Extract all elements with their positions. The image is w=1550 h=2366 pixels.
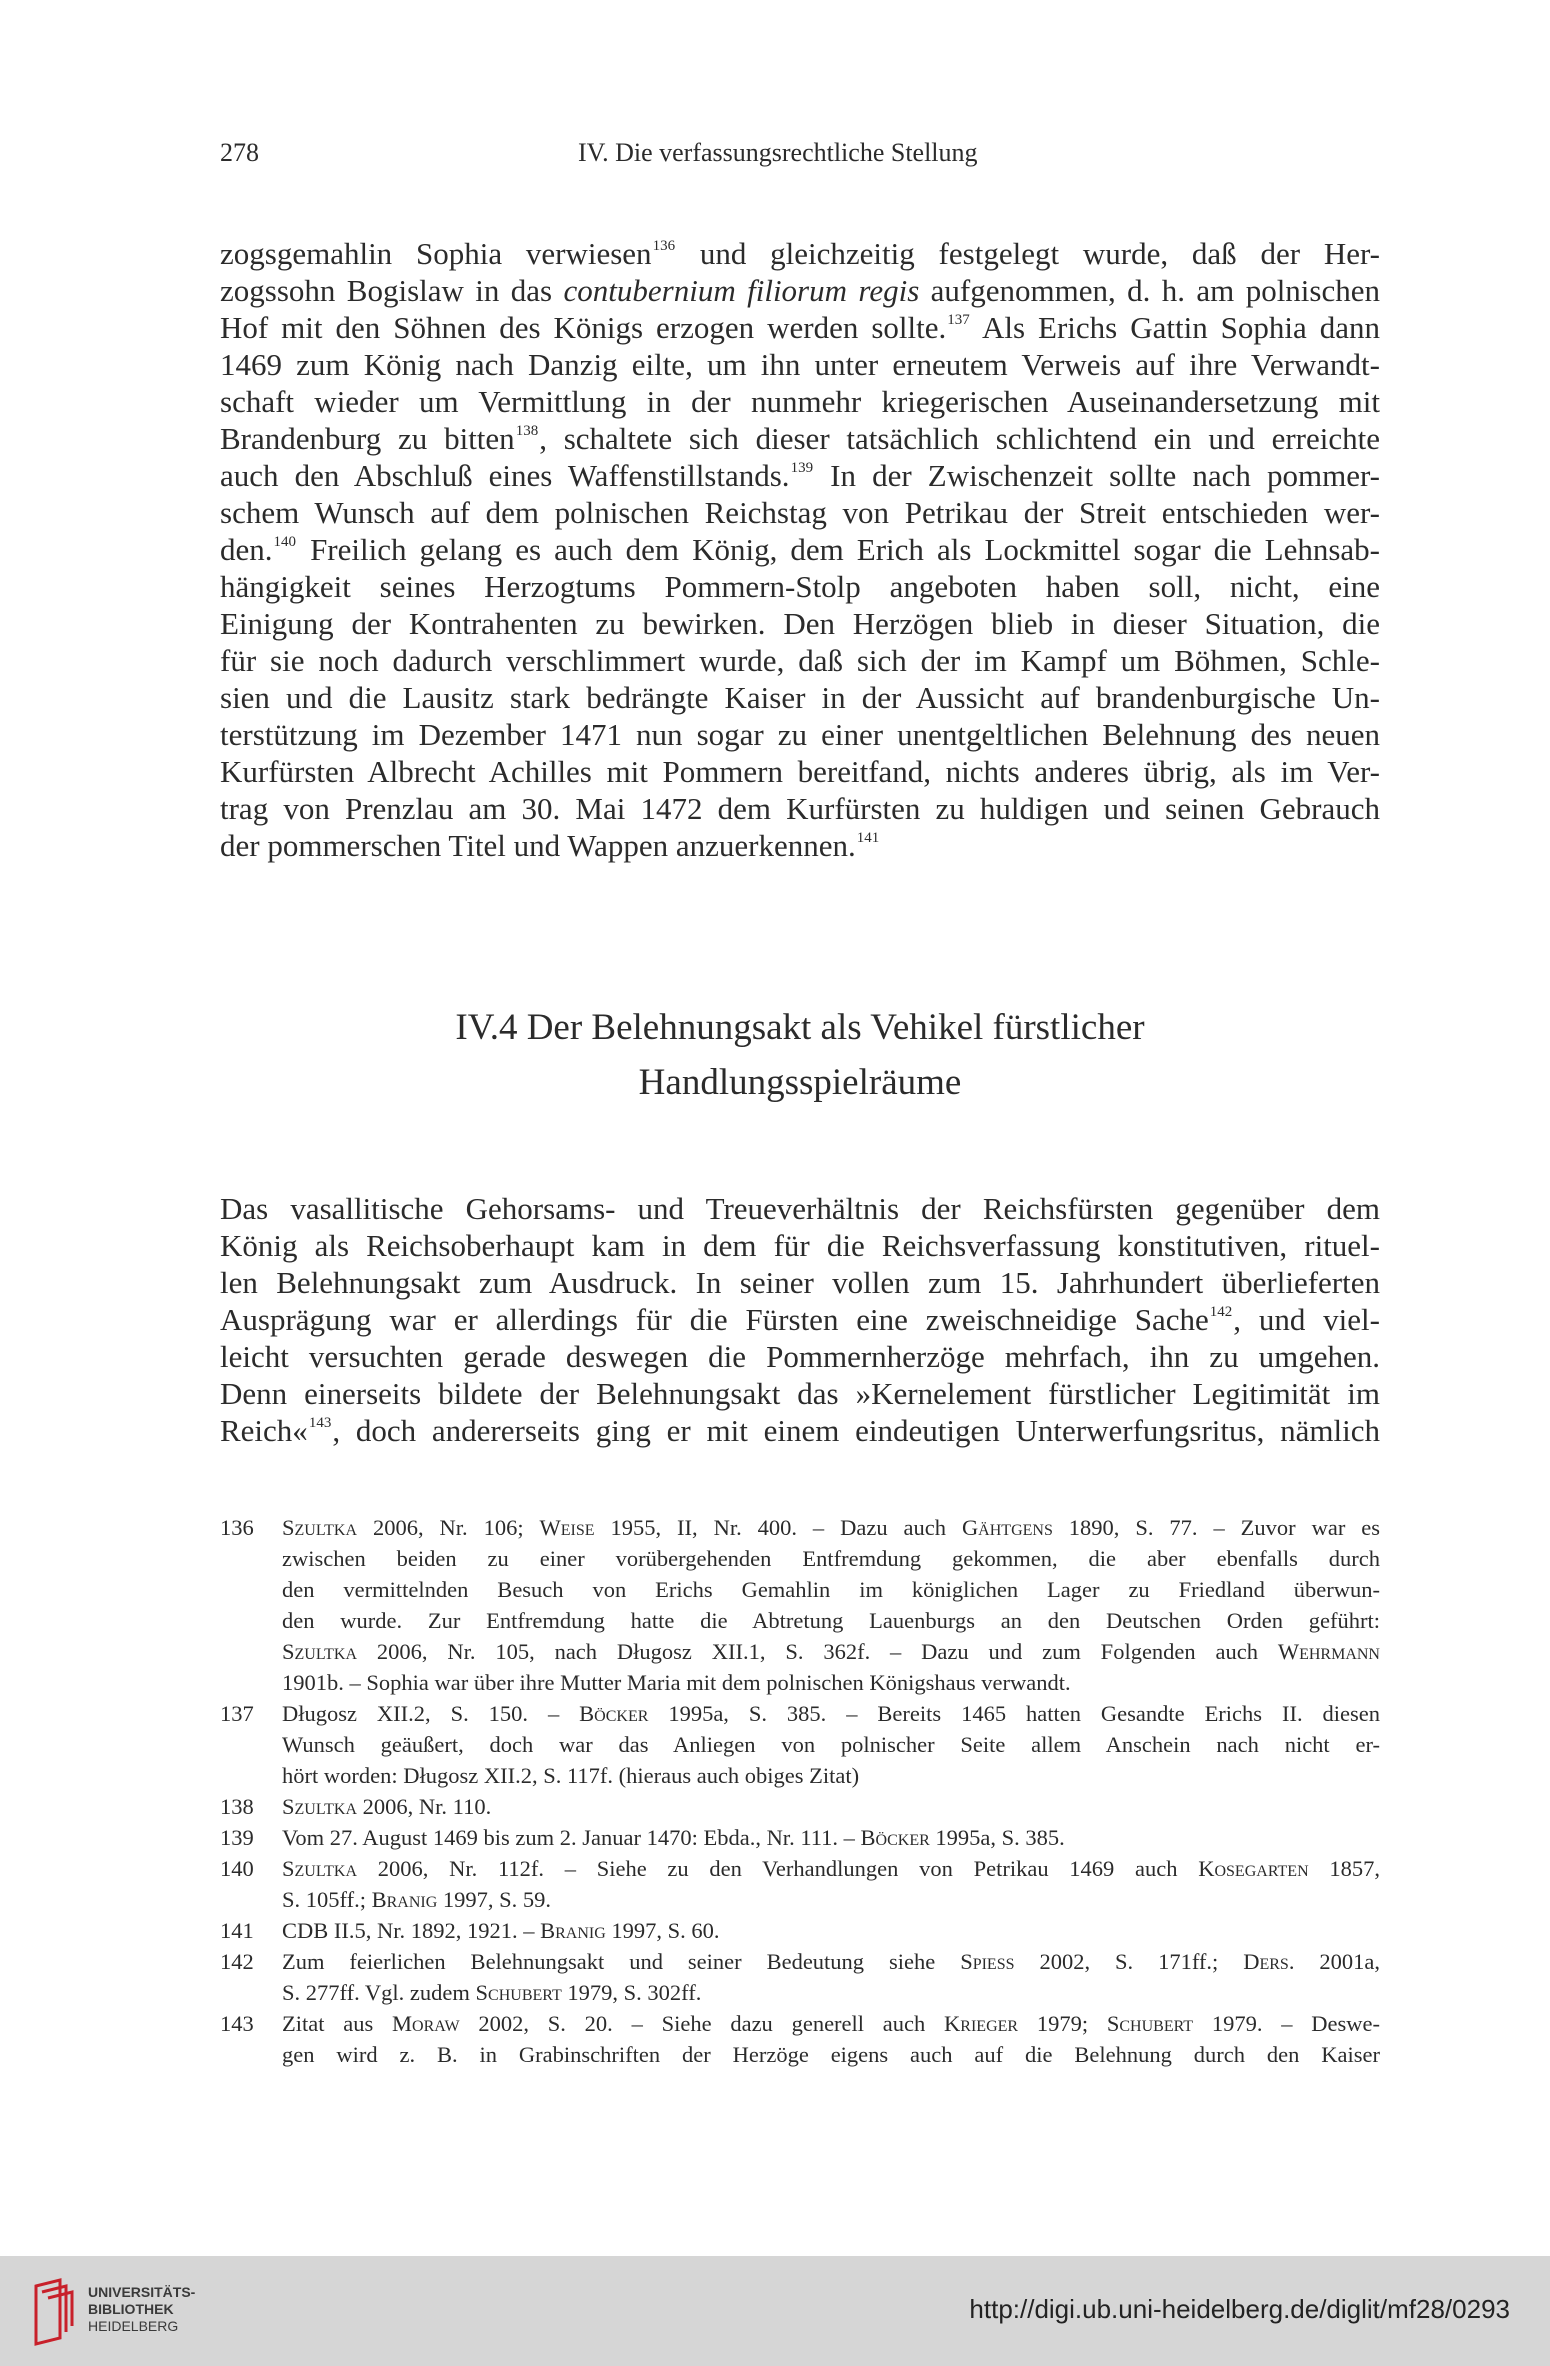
text-line: 1469 zum König nach Danzig eilte, um ihn unter erneutem Verweis auf ihre Verwandt- (220, 347, 1380, 382)
text-run: aufgenommen, d. h. am polnischen (919, 273, 1380, 308)
heading-line: Handlungsspielräume (638, 1062, 962, 1103)
text-line (282, 1512, 1380, 1543)
footnote-number: 143 (220, 2011, 254, 2036)
body-paragraph-1 (220, 235, 1380, 864)
footnote-number: 139 (220, 1825, 254, 1850)
text-run: Długosz XII.2, S. 150. – (282, 1701, 580, 1726)
text-line (282, 2008, 1380, 2039)
text-line (282, 1915, 1380, 1946)
text-line: sien und die Lausitz stark bedrängte Kaiser in der Aussicht auf brandenburgische Un- (220, 680, 1380, 715)
text-run: Ausprägung war er allerdings für die Fürsten eine zweischneidige Sache (220, 1302, 1209, 1337)
text-line: Das vasallitische Gehorsams- und Treueverhältnis der Reichsfürsten gegenüber dem (220, 1191, 1380, 1226)
author-name: Szultka (282, 1856, 358, 1881)
text-line (220, 1301, 1380, 1338)
running-head: IV. Die verfassungsrechtliche Stellung (578, 138, 978, 167)
author-name: Szultka (282, 1794, 358, 1819)
body-paragraph-2 (220, 1190, 1380, 1449)
author-name: Szultka (282, 1515, 358, 1540)
footnote-ref-137[interactable]: 137 (947, 312, 970, 328)
author-name: Moraw (392, 2011, 460, 2036)
author-name: Schubert (1106, 2011, 1194, 2036)
footnote-number: 138 (220, 1794, 254, 1819)
page-number: 278 (220, 138, 259, 167)
text-line: König als Reichsoberhaupt kam in dem für die Reichsverfassung konstitutiven, rituel- (220, 1228, 1380, 1263)
footnote-ref-143[interactable]: 143 (308, 1415, 332, 1431)
text-run: Zitat aus (282, 2011, 393, 2036)
footnote-ref-138[interactable]: 138 (515, 423, 539, 439)
text-run: 1857, (1308, 1856, 1380, 1881)
footnote-139 (220, 1822, 1380, 1853)
text-line (282, 1636, 1380, 1667)
text-run: CDB II.5, Nr. 1892, 1921. – (282, 1918, 541, 1943)
text-run: Vom 27. August 1469 bis zum 2. Januar 1470: Ebda., Nr. 111. – (282, 1825, 861, 1850)
footnote-number: 136 (220, 1515, 254, 1540)
footnote-142 (220, 1946, 1380, 2008)
text-run: 1955, II, Nr. 400. – Dazu auch (594, 1515, 962, 1540)
section-heading (220, 1000, 1380, 1110)
logo-line: BIBLIOTHEK (88, 2301, 174, 2317)
text-run: 2006, Nr. 106; (357, 1515, 540, 1540)
text-run: Als Erichs Gattin Sophia dann (970, 310, 1380, 345)
text-line: Kurfürsten Albrecht Achilles mit Pommern bereitfand, nichts anderes übrig, als im Ver- (220, 754, 1380, 789)
text-line: den vermittelnden Besuch von Erichs Gemahlin im königlichen Lager zu Friedland überwun- (282, 1577, 1380, 1602)
author-name: Szultka (282, 1639, 358, 1664)
text-line (282, 1853, 1380, 1884)
footnote-137 (220, 1698, 1380, 1791)
text-line (282, 1946, 1380, 1977)
author-name: Wehrmann (1277, 1639, 1380, 1664)
text-line: für sie noch dadurch verschlimmert wurde, daß sich der im Kampf um Böhmen, Schle- (220, 643, 1380, 678)
logo-line: HEIDELBERG (88, 2318, 179, 2334)
text-line (282, 1822, 1380, 1853)
text-run: Freilich gelang es auch dem König, dem Erich als Lockmittel sogar die Lehnsab- (297, 532, 1380, 567)
author-name: Gähtgens (961, 1515, 1053, 1540)
library-logo-icon (30, 2276, 78, 2346)
text-run: 2002, S. 171ff.; (1014, 1949, 1244, 1974)
text-run: , doch andererseits ging er mit einem eindeutigen Unterwerfungsritus, nämlich (332, 1413, 1380, 1448)
text-line: schem Wunsch auf dem polnischen Reichstag von Petrikau der Streit entschieden wer- (220, 495, 1380, 530)
text-run: 1995a, S. 385. – Bereits 1465 hatten Gesandte Erichs II. diesen (648, 1701, 1380, 1726)
footnote-number: 140 (220, 1856, 254, 1881)
footnotes (220, 1512, 1380, 2070)
footnote-ref-142[interactable]: 142 (1209, 1304, 1233, 1320)
text-line: hört worden: Długosz XII.2, S. 117f. (hieraus auch obiges Zitat) (282, 1763, 860, 1788)
text-line: Wunsch geäußert, doch war das Anliegen von polnischer Seite allem Anschein nach nicht er- (282, 1732, 1380, 1757)
library-logo-text (88, 2284, 195, 2335)
text-run: zogsgemahlin Sophia verwiesen (220, 236, 652, 271)
footnote-number: 141 (220, 1918, 254, 1943)
author-name: Ders. (1243, 1949, 1295, 1974)
italic-term: contubernium filiorum regis (563, 273, 920, 308)
author-name: Weise (539, 1515, 595, 1540)
text-run: 1997, S. 60. (605, 1918, 720, 1943)
footnote-143 (220, 2008, 1380, 2070)
text-run: Hof mit den Söhnen des Königs erzogen werden sollte. (220, 310, 947, 345)
text-run: In der Zwischenzeit sollte nach pommer- (814, 458, 1380, 493)
footnote-ref-139[interactable]: 139 (790, 460, 814, 476)
text-line: trag von Prenzlau am 30. Mai 1472 dem Kurfürsten zu huldigen und seinen Gebrauch (220, 791, 1380, 826)
author-name: Böcker (579, 1701, 649, 1726)
text-run: S. 105ff.; (282, 1887, 372, 1912)
text-run: 1979; (1018, 2011, 1107, 2036)
footer-bar (0, 2256, 1550, 2366)
text-run: Brandenburg zu bitten (220, 421, 515, 456)
text-line: terstützung im Dezember 1471 nun sogar zu einer unentgeltlichen Belehnung des neuen (220, 717, 1380, 752)
footnote-ref-140[interactable]: 140 (273, 534, 297, 550)
footnote-number: 142 (220, 1949, 254, 1974)
author-name: Branig (371, 1887, 438, 1912)
text-line (282, 1977, 1380, 2008)
text-run: auch den Abschluß eines Waffenstillstands. (220, 458, 790, 493)
text-run: 2001a, (1294, 1949, 1380, 1974)
text-run: S. 277ff. Vgl. zudem (282, 1980, 476, 2005)
author-name: Krieger (944, 2011, 1019, 2036)
author-name: Branig (540, 1918, 606, 1943)
text-run: 2006, Nr. 112f. – Siehe zu den Verhandlungen von Petrikau 1469 auch (357, 1856, 1199, 1881)
text-line (220, 457, 1380, 494)
text-line: den wurde. Zur Entfremdung hatte die Abtretung Lauenburgs an den Deutschen Orden geführt: (282, 1608, 1380, 1633)
text-line: hängigkeit seines Herzogtums Pommern-Stolp angeboten haben soll, nicht, eine (220, 569, 1380, 604)
footnote-138 (220, 1791, 1380, 1822)
page-header (220, 138, 1380, 178)
text-line: 1901b. – Sophia war über ihre Mutter Maria mit dem polnischen Königshaus verwandt. (282, 1670, 1071, 1695)
text-run: Reich« (220, 1413, 308, 1448)
text-run: der pommerschen Titel und Wappen anzuerkennen. (220, 828, 856, 863)
text-line (282, 1791, 1380, 1822)
text-line (220, 272, 1380, 309)
heading-line: IV.4 Der Belehnungsakt als Vehikel fürstlicher (455, 1007, 1145, 1048)
text-line (220, 531, 1380, 568)
text-run: , und viel- (1233, 1302, 1380, 1337)
footnote-number: 137 (220, 1701, 254, 1726)
text-run: 2002, S. 20. – Siehe dazu generell auch (459, 2011, 945, 2036)
text-line (220, 827, 1380, 864)
text-line (220, 309, 1380, 346)
text-line (220, 1412, 1380, 1449)
text-run: 2006, Nr. 105, nach Długosz XII.1, S. 362f. – Dazu und zum Folgenden auch (357, 1639, 1278, 1664)
library-logo[interactable] (30, 2276, 240, 2346)
text-line: Einigung der Kontrahenten zu bewirken. Den Herzögen blieb in dieser Situation, die (220, 606, 1380, 641)
text-run: zogssohn Bogislaw in das (220, 273, 564, 308)
text-line: leicht versuchten gerade deswegen die Pommernherzöge mehrfach, ihn zu umgehen. (220, 1339, 1380, 1374)
text-run: und gleichzeitig festgelegt wurde, daß der Her- (676, 236, 1380, 271)
logo-line: UNIVERSITÄTS- (88, 2284, 196, 2300)
author-name: Spiess (960, 1949, 1015, 1974)
author-name: Schubert (475, 1980, 562, 2005)
text-run: , schaltete sich dieser tatsächlich schlichtend ein und erreichte (539, 421, 1380, 456)
text-line: schaft wieder um Vermittlung in der nunmehr kriegerischen Auseinandersetzung mit (220, 384, 1380, 419)
footnote-ref-141[interactable]: 141 (856, 830, 880, 846)
text-run: Zum feierlichen Belehnungsakt und seiner Bedeutung siehe (282, 1949, 961, 1974)
footnote-136 (220, 1512, 1380, 1698)
text-run: 1995a, S. 385. (929, 1825, 1065, 1850)
footnote-ref-136[interactable]: 136 (652, 238, 676, 254)
text-run: 1979. – Deswe- (1193, 2011, 1380, 2036)
text-line (282, 1884, 1380, 1915)
author-name: Böcker (860, 1825, 930, 1850)
footnote-140 (220, 1853, 1380, 1915)
text-line: Denn einerseits bildete der Belehnungsakt das »Kernelement fürstlicher Legitimität im (220, 1376, 1380, 1411)
text-line (220, 235, 1380, 272)
text-line: len Belehnungsakt zum Ausdruck. In seiner vollen zum 15. Jahrhundert überlieferten (220, 1265, 1380, 1300)
text-run: 1997, S. 59. (437, 1887, 552, 1912)
text-run: 1890, S. 77. – Zuvor war es (1052, 1515, 1380, 1540)
text-run: 2006, Nr. 110. (357, 1794, 492, 1819)
text-line (220, 420, 1380, 457)
footnote-141 (220, 1915, 1380, 1946)
permalink-url[interactable]: http://digi.ub.uni-heidelberg.de/diglit/mf28/0293 (969, 2294, 1510, 2324)
text-line: gen wird z. B. in Grabinschriften der Herzöge eigens auch auf die Belehnung durch den Kaiser (282, 2042, 1380, 2067)
text-run: den. (220, 532, 273, 567)
text-line (282, 1698, 1380, 1729)
text-run: 1979, S. 302ff. (561, 1980, 702, 2005)
author-name: Kosegarten (1198, 1856, 1309, 1881)
text-line: zwischen beiden zu einer vorübergehenden Entfremdung gekommen, die aber ebenfalls durch (282, 1546, 1380, 1571)
